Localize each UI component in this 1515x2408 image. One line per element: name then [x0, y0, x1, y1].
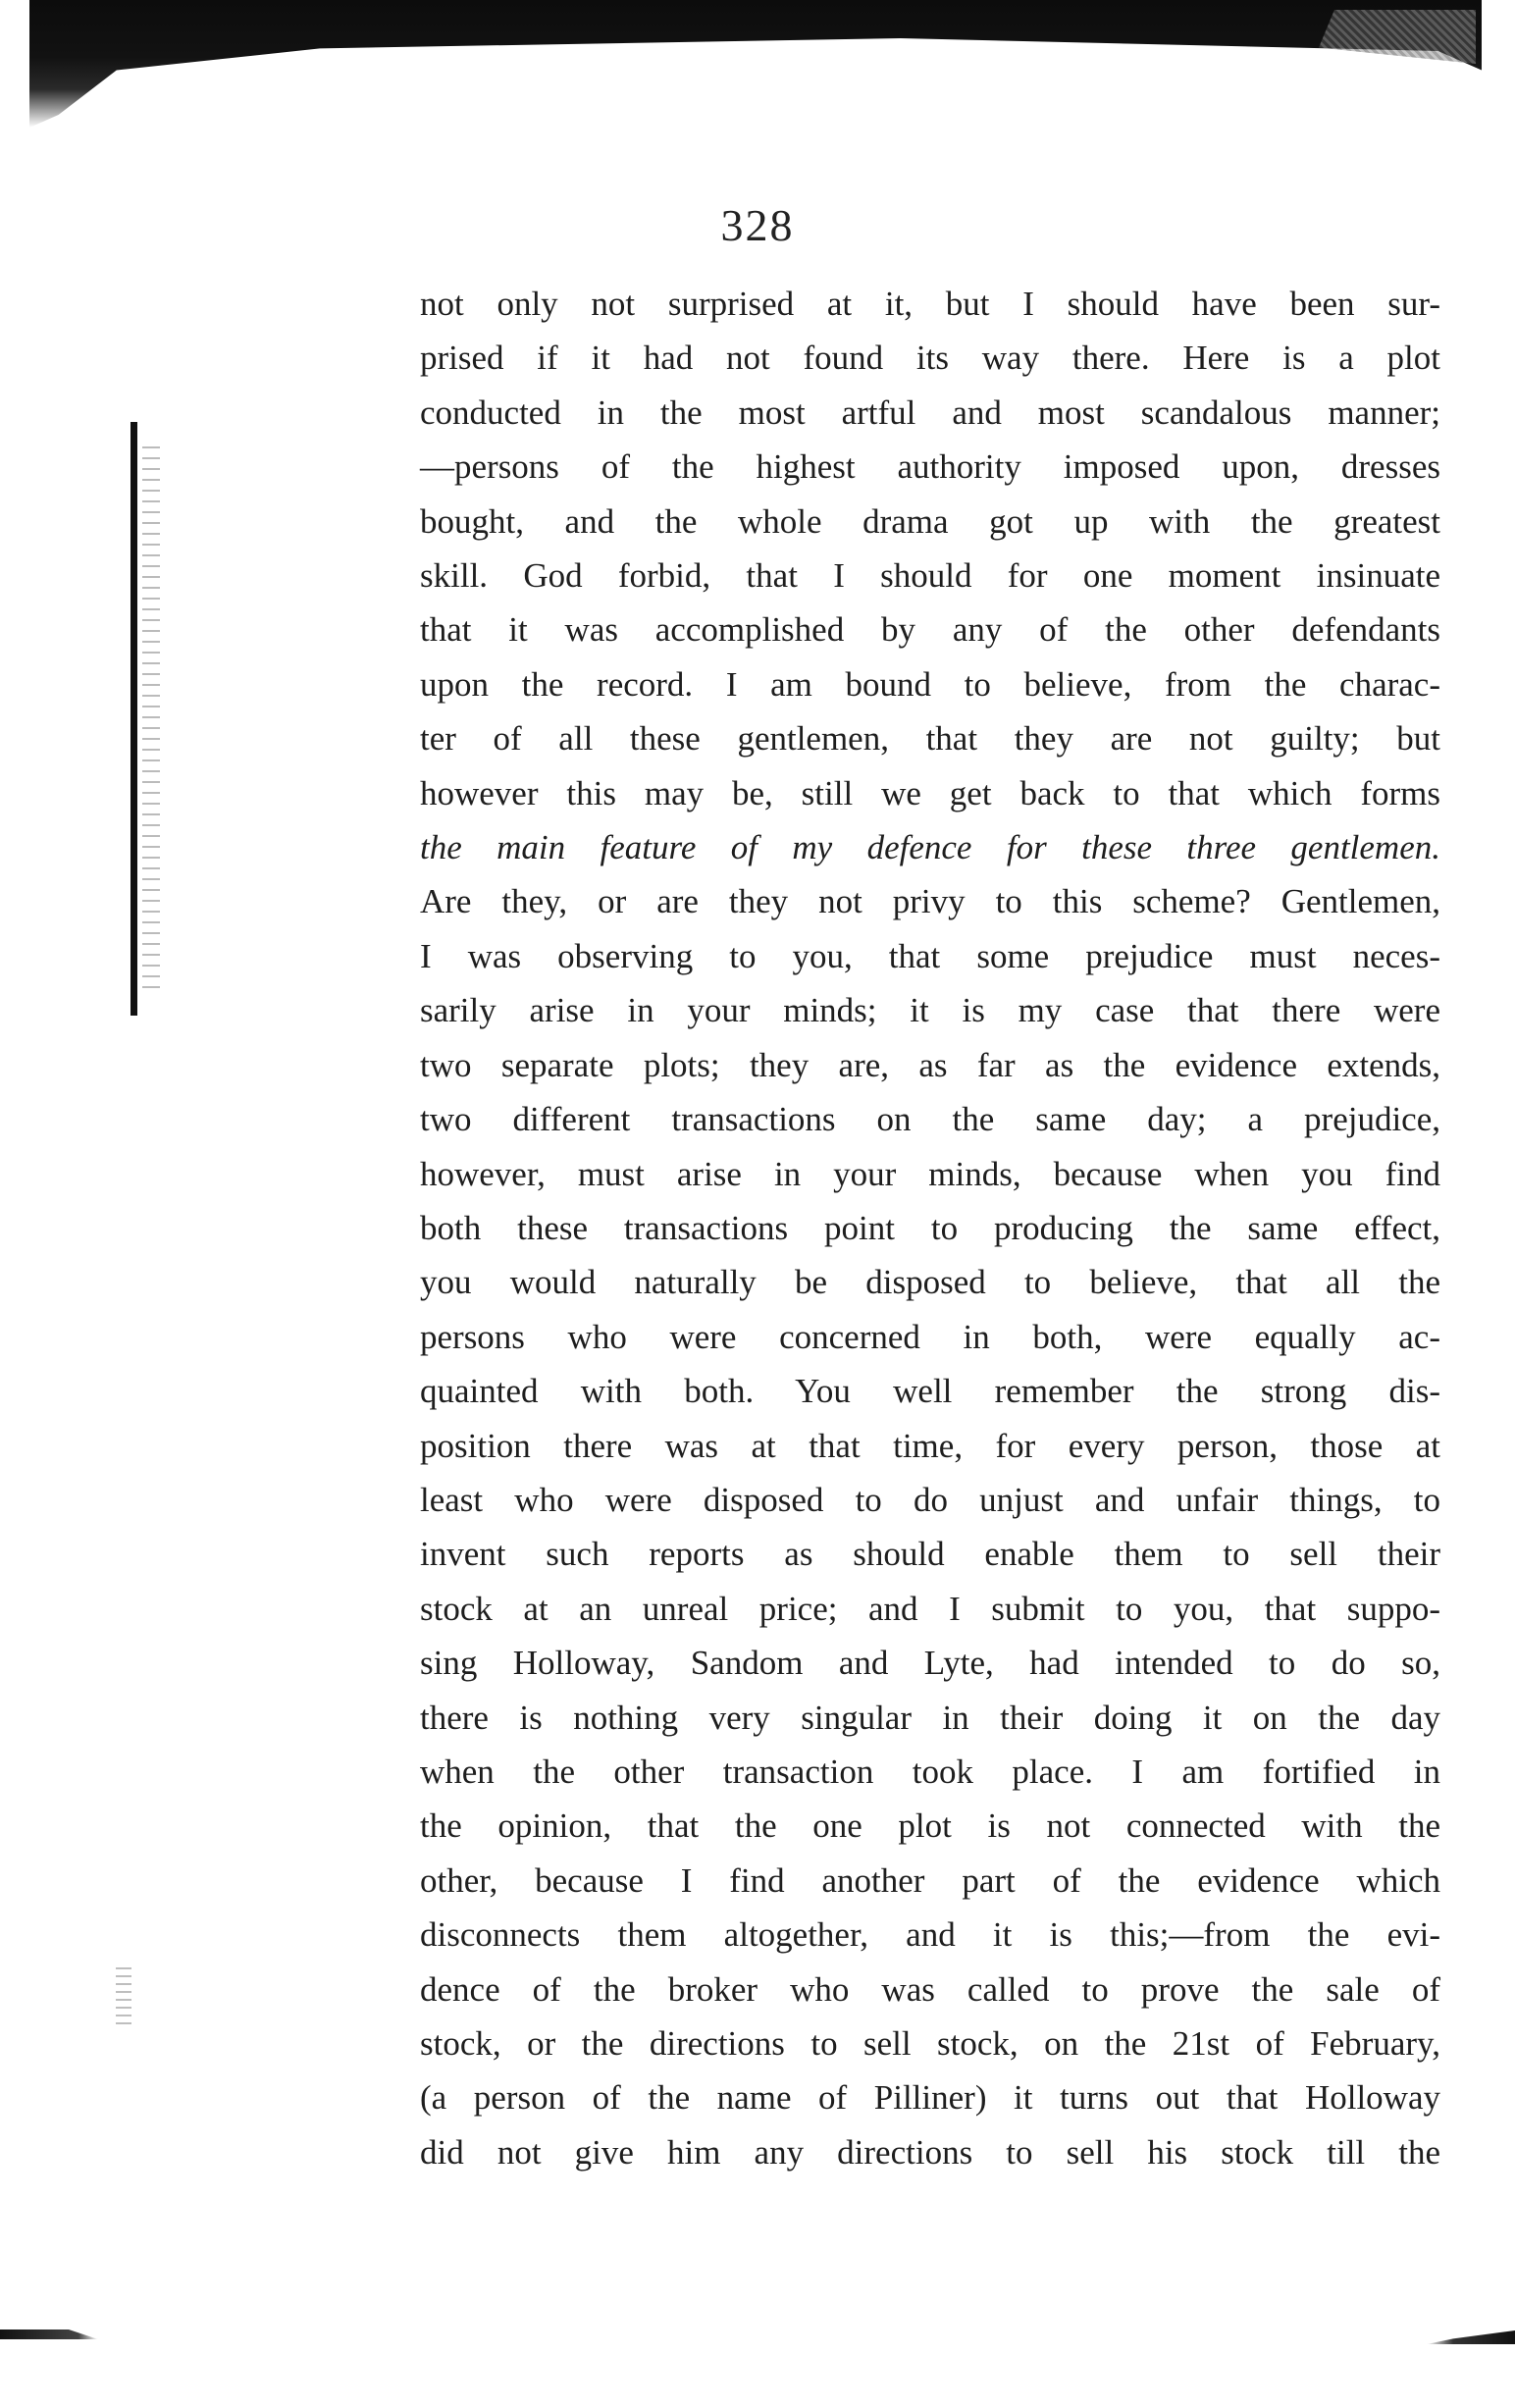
- text-line: two different transactions on the same day; a prejudice,: [420, 1100, 1440, 1139]
- binding-dots: [142, 446, 160, 996]
- text-line: sing Holloway, Sandom and Lyte, had intended to do so,: [420, 1644, 1440, 1683]
- text-line: stock at an unreal price; and I submit to you, that suppo-: [420, 1589, 1440, 1628]
- text-line: two separate plots; they are, as far as the evidence extends,: [420, 1045, 1440, 1084]
- corner-mark-bottom-right: [1427, 2330, 1515, 2344]
- text-line: when the other transaction took place. I am fortified in: [420, 1752, 1440, 1791]
- text-line: conducted in the most artful and most scandalous manner;: [420, 393, 1440, 432]
- text-line: you would naturally be disposed to believe, that all the: [420, 1263, 1440, 1302]
- stray-marks: [116, 1967, 131, 2026]
- binding-line: [131, 422, 137, 1016]
- text-line: however, must arise in your minds, because when you find: [420, 1154, 1440, 1193]
- text-line: ter of all these gentlemen, that they are not guilty; but: [420, 719, 1440, 759]
- text-line: that it was accomplished by any of the other defendants: [420, 610, 1440, 650]
- text-line: least who were disposed to do unjust and unfair things, to: [420, 1480, 1440, 1519]
- text-line: the opinion, that the one plot is not connected with the: [420, 1806, 1440, 1846]
- text-line: not only not surprised at it, but I should have been sur-: [420, 285, 1440, 323]
- text-line: bought, and the whole drama got up with the greatest: [420, 501, 1440, 541]
- scan-shadow-top: [29, 0, 1482, 128]
- text-line: quainted with both. You well remember the strong dis-: [420, 1372, 1440, 1411]
- text-line: invent such reports as should enable them to sell their: [420, 1535, 1440, 1574]
- text-line: there is nothing very singular in their doing it on the day: [420, 1698, 1440, 1737]
- scan-speck-top: [1319, 10, 1476, 64]
- text-line: (a person of the name of Pilliner) it turns out that Holloway: [420, 2078, 1440, 2118]
- page-number: 328: [720, 200, 795, 250]
- text-line: sarily arise in your minds; it is my case that there were: [420, 991, 1440, 1030]
- text-line: disconnects them altogether, and it is this;—from the evi-: [420, 1915, 1440, 1955]
- text-line: position there was at that time, for every person, those at: [420, 1426, 1440, 1465]
- text-line: persons who were concerned in both, were equally ac-: [420, 1317, 1440, 1356]
- text-line: other, because I find another part of the evidence which: [420, 1860, 1440, 1900]
- corner-mark-bottom-left: [0, 2329, 98, 2339]
- text-line: however this may be, still we get back to that which forms: [420, 773, 1440, 812]
- text-line: dence of the broker who was called to prove the sale of: [420, 1969, 1440, 2009]
- body-text: [420, 277, 1440, 2179]
- text-line-italic: the main feature of my defence for these three gentlemen.: [420, 828, 1440, 867]
- text-line: prised if it had not found its way there. Here is a plot: [420, 339, 1440, 378]
- text-line: both these transactions point to producing the same effect,: [420, 1208, 1440, 1247]
- text-line: skill. God forbid, that I should for one moment insinuate: [420, 556, 1440, 596]
- text-line: did not give him any directions to sell his stock till the: [420, 2132, 1440, 2172]
- text-line: —persons of the highest authority imposed upon, dresses: [420, 447, 1440, 487]
- text-line: I was observing to you, that some prejudice must neces-: [420, 936, 1440, 975]
- text-line: Are they, or are they not privy to this scheme? Gentlemen,: [420, 882, 1440, 921]
- text-line: stock, or the directions to sell stock, on the 21st of February,: [420, 2024, 1440, 2063]
- text-line: upon the record. I am bound to believe, from the charac-: [420, 664, 1440, 704]
